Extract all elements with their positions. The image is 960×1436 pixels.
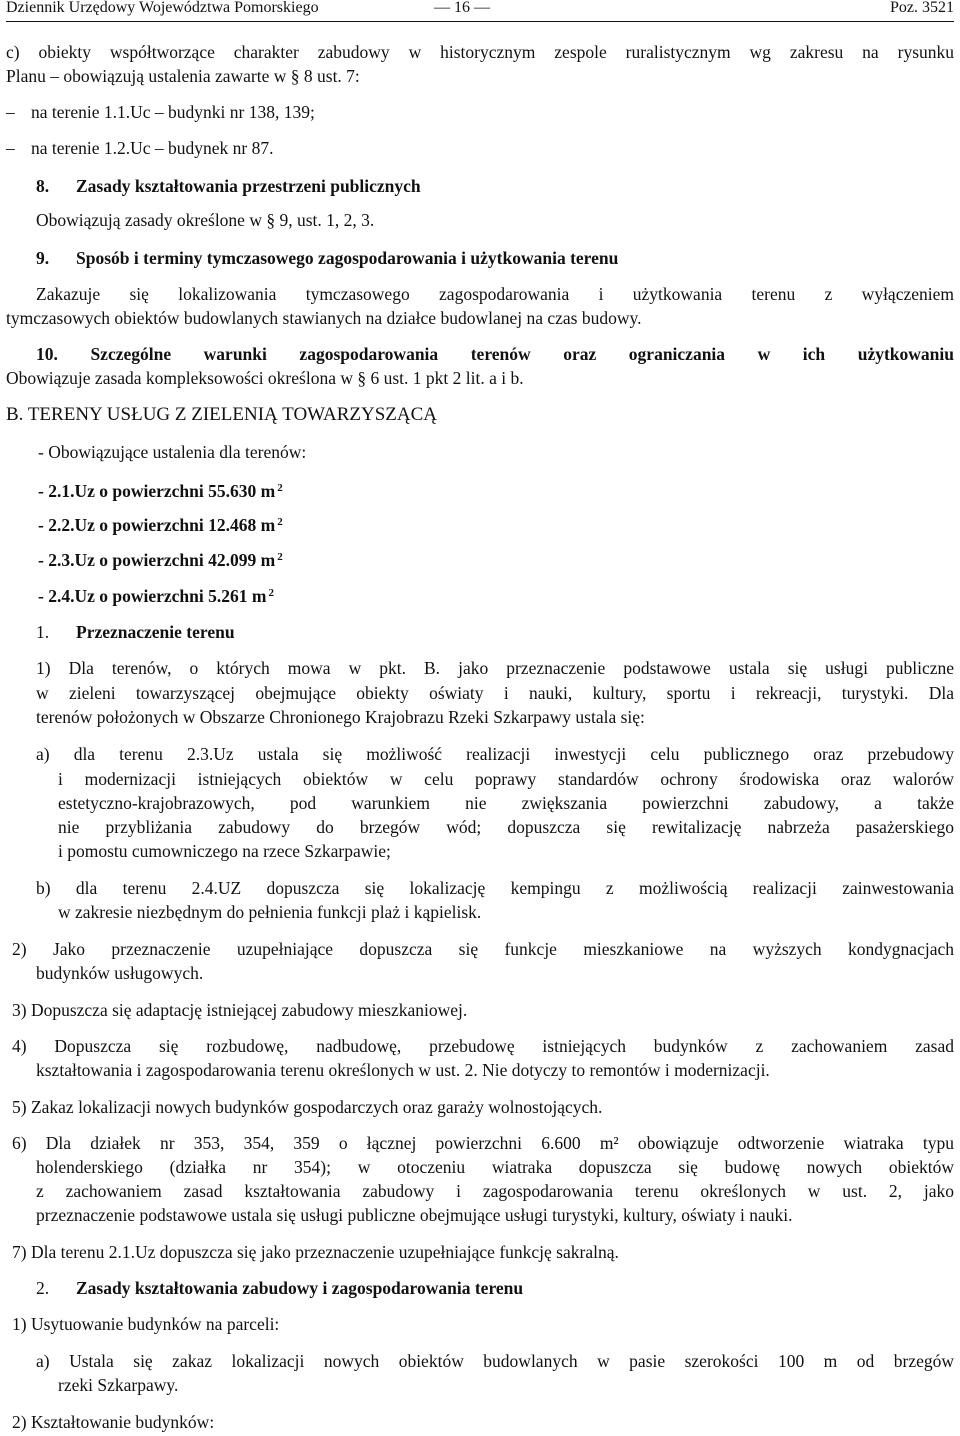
superscript: 2 [277,482,283,494]
area-text: - 2.4.Uz o powierzchni 5.261 m [38,586,267,606]
item-b-line-1: b) dla terenu 2.4.UZ dopuszcza się lokalizację kempingu z możliwością realizacji zainwestowania [36,878,954,898]
item-6-line-3: z zachowaniem zasad kształtowania zabudowy i zagospodarowania terenu określonych w ust. 2, jako [36,1181,954,1201]
item-a-line-3: estetyczno-krajobrazowych, pod warunkiem nie zwiększania powierzchni zabudowy, a także [58,793,954,813]
item-2-line-2: budynków usługowych. [36,963,204,983]
item-1-line-3: terenów położonych w Obszarze Chronionego Krajobrazu Rzeki Szkarpawy ustala się: [36,707,645,727]
section-9-line-2: tymczasowych obiektów budowlanych stawianych na działce budowlanej na czas budowy. [6,308,642,328]
placement-heading: 1) Usytuowanie budynków na parceli: [12,1314,280,1334]
section-number: 10. [36,344,58,364]
item-2-line-1: 2) Jako przeznaczenie uzupełniające dopuszcza się funkcje mieszkaniowe na wyższych kondygnacjach [12,939,954,959]
list-item-text: na terenie 1.2.Uc – budynek nr 87. [31,138,274,158]
item-6-line-4: przeznaczenie podstawowe ustala się usługi publiczne obejmujące usługi turystyki, kultury, oświaty i nauki. [36,1205,793,1225]
section-9-heading [36,248,618,269]
item-3: 3) Dopuszcza się adaptację istniejącej zabudowy mieszkaniowej. [12,1000,468,1020]
section-number: 8. [36,176,50,196]
dash-marker: – [6,102,15,122]
list-item-text: na terenie 1.1.Uc – budynki nr 138, 139; [31,102,315,122]
section-number: 9. [36,248,50,268]
subsection-1-heading [36,622,235,643]
superscript: 2 [268,587,274,599]
item-5: 5) Zakaz lokalizacji nowych budynków gospodarczych oraz garaży wolnostojących. [12,1097,603,1117]
area-item [38,583,274,607]
item-a-line-2: i modernizacji istniejących obiektów w celu poprawy standardów ochrony środowiska oraz walorów [58,769,954,789]
journal-title: Dziennik Urzędowy Województwa Pomorskiego [6,0,319,16]
item-1-line-1: 1) Dla terenów, o których mowa w pkt. B. jako przeznaczenie podstawowe ustala się usługi publiczne [36,658,954,678]
list-item [6,102,315,123]
position-number: Poz. 3521 [890,0,954,16]
area-text: - 2.3.Uz o powierzchni 42.099 m [38,550,276,570]
section-b-title: B. TERENY USŁUG Z ZIELENIĄ TOWARZYSZĄCĄ [6,404,437,425]
list-item [6,138,274,159]
area-item [38,478,283,502]
section-9-line-1: Zakazuje się lokalizowania tymczasowego zagospodarowania i użytkowania terenu z wyłączeniem [36,284,954,304]
section-8-heading [36,176,421,197]
item-a-line-1: a) dla terenu 2.3.Uz ustala się możliwość realizacji inwestycji celu publicznego oraz przebudowy [36,744,954,764]
section-b-intro: - Obowiązujące ustalenia dla terenów: [38,442,307,462]
area-item [38,547,283,571]
area-item [38,512,283,536]
area-text: - 2.1.Uz o powierzchni 55.630 m [38,481,276,501]
item-4-line-2: kształtowania i zagospodarowania terenu określonych w ust. 2. Nie dotyczy to remontów i modernizacji. [36,1060,770,1080]
paragraph-c-line-1: c) obiekty współtworzące charakter zabudowy w historycznym zespole ruralistycznym wg zakresu na rysunku [6,42,954,62]
subsection-number: 2. [36,1278,50,1298]
superscript: 2 [277,516,283,528]
page-number: — 16 — [434,0,490,16]
subsection-title: Zasady kształtowania zabudowy i zagospodarowania terenu [76,1278,524,1298]
running-header [6,0,954,22]
paragraph-c-line-2: Planu – obowiązują ustalenia zawarte w § 8 ust. 7: [6,66,360,86]
section-8-text: Obowiązują zasady określone w § 9, ust. 1, 2, 3. [36,210,375,230]
area-text: - 2.2.Uz o powierzchni 12.468 m [38,515,276,535]
item-b-line-2: w zakresie niezbędnym do pełnienia funkcji plaż i kąpielisk. [58,902,482,922]
dash-marker: – [6,138,15,158]
subsection-number: 1. [36,622,50,642]
item-a-line-5: i pomostu cumowniczego na rzece Szkarpawie; [58,841,391,861]
section-10-text: Obowiązuje zasada kompleksowości określona w § 6 ust. 1 pkt 2 lit. a i b. [6,368,524,388]
item-6-line-1: 6) Dla działek nr 353, 354, 359 o łącznej powierzchni 6.600 m² obowiązuje odtworzenie wiatraka typu [12,1133,954,1153]
section-title: Sposób i terminy tymczasowego zagospodarowania i użytkowania terenu [76,248,619,268]
item-6-line-2: holenderskiego (działka nr 354); w otoczeniu wiatraka dopuszcza się budowę nowych obiektów [36,1157,954,1177]
placement-a-line-1: a) Ustala się zakaz lokalizacji nowych obiektów budowlanych w pasie szerokości 100 m od brzegów [36,1351,954,1371]
superscript: 2 [277,551,283,563]
subsection-title: Przeznaczenie terenu [76,622,235,642]
item-7: 7) Dla terenu 2.1.Uz dopuszcza się jako przeznaczenie uzupełniające funkcję sakralną. [12,1242,619,1262]
item-a-line-4: nie przybliżania zabudowy do brzegów wód; dopuszcza się rewitalizację nabrzeża pasażerskiego [58,817,954,837]
item-4-line-1: 4) Dopuszcza się rozbudowę, nadbudowę, przebudowę istniejących budynków z zachowaniem zasad [12,1036,954,1056]
subsection-2-heading [36,1278,523,1299]
section-title: Zasady kształtowania przestrzeni publicznych [76,176,421,196]
placement-a-line-2: rzeki Szkarpawy. [58,1375,179,1395]
building-shape-heading: 2) Kształtowanie budynków: [12,1412,215,1432]
item-1-line-2: w zieleni towarzyszącej obejmujące obiekty oświaty i nauki, kultury, sportu i rekreacji, turystyki. Dla [36,683,954,703]
section-10-heading [36,344,954,365]
section-title: Szczególne warunki zagospodarowania terenów oraz ograniczania w ich użytkowaniu [90,344,955,364]
